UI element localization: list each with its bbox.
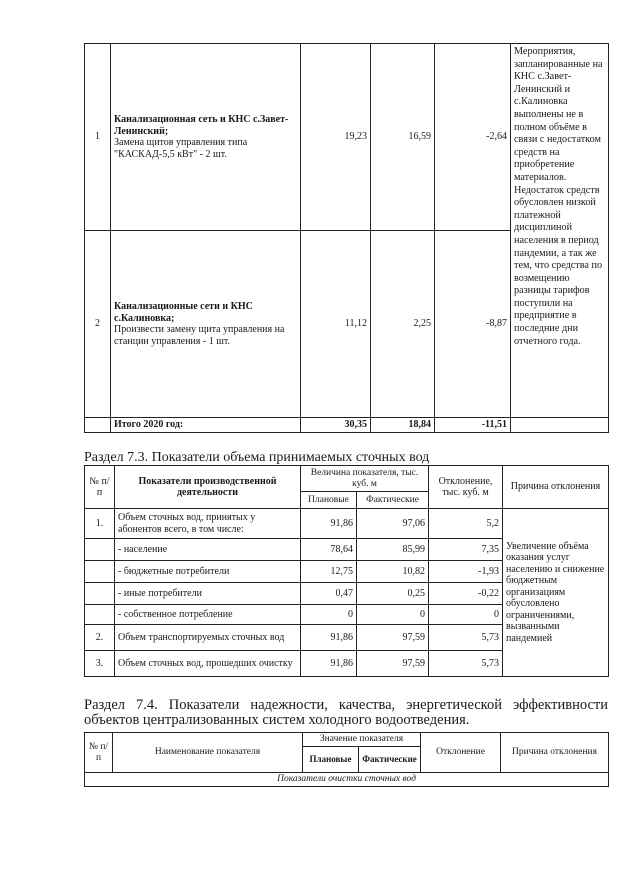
fact-value: 16,59 — [371, 44, 435, 231]
deviation-value: -2,64 — [435, 44, 511, 231]
indicator-name: - население — [115, 539, 301, 561]
total-row — [85, 418, 609, 433]
total-fact: 18,84 — [371, 418, 435, 433]
fact-value: 85,99 — [357, 539, 429, 561]
deviation-value: -8,87 — [435, 231, 511, 418]
col-header-reason: Причина отклонения — [503, 466, 609, 509]
section-7-4-heading-cont — [84, 712, 469, 728]
table-row — [85, 509, 609, 539]
row-number — [85, 605, 115, 625]
col-header-deviation: Отклонение, тыс. куб. м — [429, 466, 503, 509]
deviation-value: -0,22 — [429, 583, 503, 605]
col-header-plan: Плановые — [303, 747, 359, 773]
section-title-line1: Показатели надежности, качества, энергетической эффективности — [168, 697, 608, 713]
section-7-3-heading — [84, 450, 429, 466]
section-7-4-heading — [84, 697, 608, 713]
plan-value: 91,86 — [301, 625, 357, 651]
plan-value: 78,64 — [301, 539, 357, 561]
deviation-value: 0 — [429, 605, 503, 625]
row-number — [85, 583, 115, 605]
header-row — [85, 733, 609, 747]
row-number: 1 — [85, 44, 111, 231]
row-number: 3. — [85, 651, 115, 677]
fact-value: 97,59 — [357, 651, 429, 677]
deviation-value: 5,73 — [429, 651, 503, 677]
header-row — [85, 466, 609, 492]
indicator-name: - бюджетные потребители — [115, 561, 301, 583]
total-plan: 30,35 — [301, 418, 371, 433]
measure-title: Канализационная сеть и КНС с.Завет-Ленинский; — [114, 114, 289, 137]
row-number: 1. — [85, 509, 115, 539]
subheader-cleaning: Показатели очистки сточных вод — [85, 773, 609, 787]
measures-table — [84, 43, 609, 433]
subheader-row — [85, 773, 609, 787]
section-prefix: Раздел 7.3. — [84, 450, 149, 465]
measure-description: Замена щитов управления типа "КАСКАД-5,5 кВт" - 2 шт. — [114, 137, 248, 160]
plan-value: 0,47 — [301, 583, 357, 605]
col-header-deviation: Отклонение — [421, 733, 501, 773]
plan-value: 91,86 — [301, 651, 357, 677]
deviation-value: 5,73 — [429, 625, 503, 651]
indicator-name: Объем сточных вод, принятых у абонентов всего, в том числе: — [115, 509, 301, 539]
col-header-num: № п/п — [85, 733, 113, 773]
row-number — [85, 561, 115, 583]
section-prefix: Раздел 7.4. — [84, 697, 158, 713]
row-number: 2. — [85, 625, 115, 651]
reliability-table — [84, 732, 609, 787]
plan-value: 0 — [301, 605, 357, 625]
col-header-value: Значение показателя — [303, 733, 421, 747]
deviation-reason: Мероприятия, запланированные на КНС с.Завет-Ленинский и с.Калиновка выполнены не в полном объёме в связи с недостатком средств на приобретение материалов. Недостаток средств обусловлен низкой платежной дисциплиной населения в период пандемии, а так же тем, что средства по возмещению разницы тарифов поступили на предприятие в последние дни отчетного года. — [511, 44, 609, 418]
wastewater-volume-table — [84, 465, 609, 677]
fact-value: 10,82 — [357, 561, 429, 583]
indicator-name: - иные потребители — [115, 583, 301, 605]
fact-value: 97,59 — [357, 625, 429, 651]
indicator-name: Объем сточных вод, прошедших очистку — [115, 651, 301, 677]
deviation-value: 7,35 — [429, 539, 503, 561]
fact-value: 97,06 — [357, 509, 429, 539]
indicator-name: - собственное потребление — [115, 605, 301, 625]
section-title-line2: объектов централизованных систем холодного водоотведения. — [84, 712, 470, 728]
deviation-value: 5,2 — [429, 509, 503, 539]
fact-value: 0 — [357, 605, 429, 625]
measure-cell — [111, 44, 301, 231]
plan-value: 11,12 — [301, 231, 371, 418]
measure-title: Канализационные сети и КНС с.Калиновка; — [114, 301, 253, 324]
measure-description: Произвести замену щита управления на станции управления - 1 шт. — [114, 324, 285, 347]
plan-value: 19,23 — [301, 44, 371, 231]
total-deviation: -11,51 — [435, 418, 511, 433]
total-label: Итого 2020 год: — [111, 418, 301, 433]
deviation-value: -1,93 — [429, 561, 503, 583]
col-header-indicator: Показатели производственной деятельности — [115, 466, 301, 509]
col-header-reason: Причина отклонения — [501, 733, 609, 773]
plan-value: 12,75 — [301, 561, 357, 583]
col-header-name: Наименование показателя — [113, 733, 303, 773]
section-title: Показатели объема принимаемых сточных вод — [151, 450, 430, 465]
col-header-fact: Фактические — [359, 747, 421, 773]
col-header-plan: Плановые — [301, 492, 357, 509]
plan-value: 91,86 — [301, 509, 357, 539]
col-header-value: Величина показателя, тыс. куб. м — [301, 466, 429, 492]
fact-value: 2,25 — [371, 231, 435, 418]
row-number — [85, 539, 115, 561]
fact-value: 0,25 — [357, 583, 429, 605]
measure-cell — [111, 231, 301, 418]
indicator-name: Объем транспортируемых сточных вод — [115, 625, 301, 651]
table-row — [85, 44, 609, 231]
row-number: 2 — [85, 231, 111, 418]
deviation-reason: Увеличение объёма оказания услуг населению и снижение бюджетным организациям обусловлено ограничениями, вызванными пандемией — [503, 509, 609, 677]
col-header-fact: Фактические — [357, 492, 429, 509]
col-header-num: № п/п — [85, 466, 115, 509]
